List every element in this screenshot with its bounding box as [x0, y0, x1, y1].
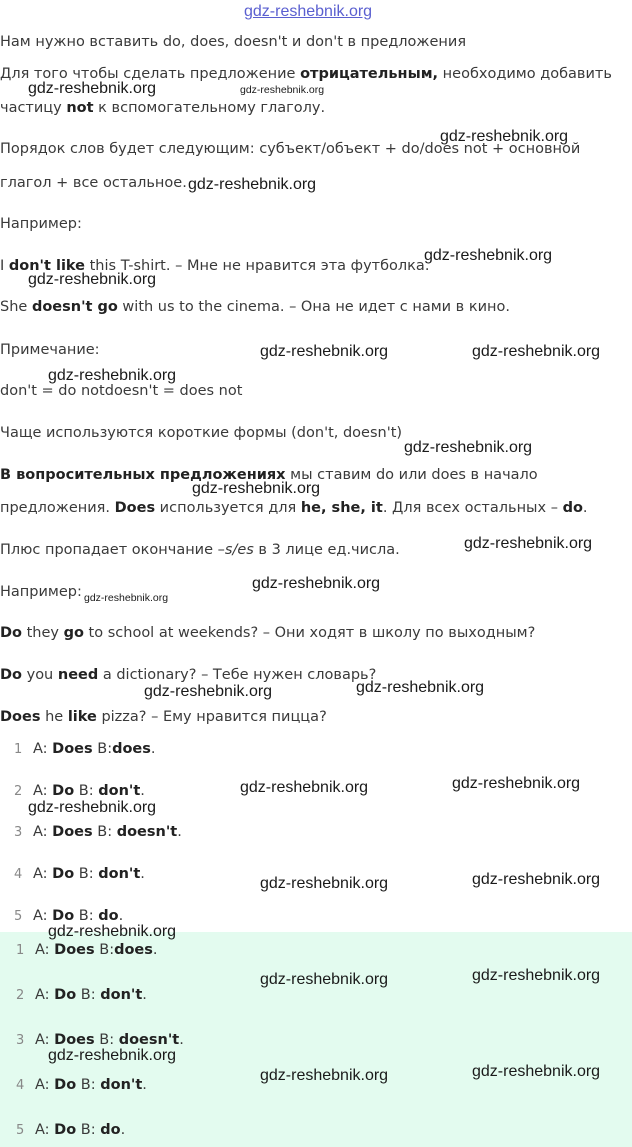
question-rule-line3: Плюс пропадает окончание –s/es в 3 лице ед.числа.	[0, 542, 400, 558]
watermark-text: gdz-reshebnik.org	[28, 799, 157, 816]
watermark-text: gdz-reshebnik.org	[48, 1047, 177, 1064]
question-example-1: Do they go to school at weekends? – Они ходят в школу по выходным?	[0, 625, 536, 641]
watermark-text: gdz-reshebnik.org	[28, 80, 157, 97]
watermark-text: gdz-reshebnik.org	[440, 128, 569, 145]
watermark-text: gdz-reshebnik.org	[472, 871, 601, 888]
answer-item: A: Do B: don't.	[33, 783, 145, 799]
answer-number: 3	[14, 825, 23, 840]
watermark-text: gdz-reshebnik.org	[144, 683, 273, 700]
watermark-text: gdz-reshebnik.org	[252, 575, 381, 592]
answer-number: 4	[16, 1078, 25, 1093]
answer-number: 3	[16, 1033, 25, 1048]
watermark-text: gdz-reshebnik.org	[192, 480, 321, 497]
negative-example-2: She doesn't go with us to the cinema. – Она не идет с нами в кино.	[0, 299, 510, 315]
watermark-text: gdz-reshebnik.org	[404, 439, 533, 456]
answer-item: A: Does B:does.	[33, 741, 156, 757]
question-example-2: Do you need a dictionary? – Тебе нужен словарь?	[0, 667, 377, 683]
intro-text: Нам нужно вставить do, does, doesn't и don't в предложения	[0, 34, 467, 50]
answer-number: 5	[14, 909, 23, 924]
watermark-text: gdz-reshebnik.org	[240, 84, 325, 96]
watermark-text: gdz-reshebnik.org	[472, 1063, 601, 1080]
watermark-text: gdz-reshebnik.org	[472, 967, 601, 984]
answer-number: 5	[16, 1123, 25, 1138]
watermark-text: gdz-reshebnik.org	[84, 592, 169, 604]
question-rule-line1: В вопросительных предложениях мы ставим do или does в начало	[0, 467, 538, 483]
answer-item: A: Does B: doesn't.	[33, 824, 182, 840]
watermark-text: gdz-reshebnik.org	[48, 923, 177, 940]
watermark-text: gdz-reshebnik.org	[260, 1067, 389, 1084]
watermark-text: gdz-reshebnik.org	[472, 343, 601, 360]
negative-rule-line2: частицу not к вспомогательному глаголу.	[0, 100, 326, 116]
example-heading: Например:	[0, 216, 82, 232]
watermark-text: gdz-reshebnik.org	[260, 343, 389, 360]
answer-item: A: Do B: do.	[33, 908, 124, 924]
answer-item: A: Do B: do.	[35, 1122, 126, 1138]
watermark-text: gdz-reshebnik.org	[356, 679, 485, 696]
watermark-text: gdz-reshebnik.org	[188, 176, 317, 193]
watermark-text: gdz-reshebnik.org	[28, 271, 157, 288]
watermark-text: gdz-reshebnik.org	[48, 367, 177, 384]
negative-example-1: I don't like this T-shirt. – Мне не нравится эта футболка.	[0, 258, 430, 274]
note-short-forms: Чаще используются короткие формы (don't, doesn't)	[0, 425, 403, 441]
answer-item: A: Do B: don't.	[35, 987, 147, 1003]
note-contractions: don't = do notdoesn't = does not	[0, 383, 243, 399]
question-example-3: Does he like pizza? – Ему нравится пицца?	[0, 709, 327, 725]
answer-item: A: Do B: don't.	[35, 1077, 147, 1093]
watermark-text: gdz-reshebnik.org	[452, 775, 581, 792]
answer-number: 1	[16, 943, 25, 958]
watermark-text: gdz-reshebnik.org	[424, 247, 553, 264]
watermark-text: gdz-reshebnik.org	[260, 971, 389, 988]
watermark-text: gdz-reshebnik.org	[260, 875, 389, 892]
word-order-line2: глагол + все остальное.	[0, 175, 187, 191]
answer-item: A: Does B: doesn't.	[35, 1032, 184, 1048]
watermark-text: gdz-reshebnik.org	[464, 535, 593, 552]
watermark-text: gdz-reshebnik.org	[240, 779, 369, 796]
note-heading: Примечание:	[0, 342, 100, 358]
question-example-heading: Например:	[0, 584, 82, 600]
answer-number: 2	[14, 784, 23, 799]
answer-item: A: Do B: don't.	[33, 866, 145, 882]
question-rule-line2: предложения. Does используется для he, she, it. Для всех остальных – do.	[0, 500, 588, 516]
watermark-top-link[interactable]: gdz-reshebnik.org	[244, 3, 373, 20]
answer-number: 2	[16, 988, 25, 1003]
word-order-line1: Порядок слов будет следующим: субъект/объект + do/does not + основной	[0, 141, 581, 157]
answer-number: 1	[14, 742, 23, 757]
answer-number: 4	[14, 867, 23, 882]
answer-item: A: Does B:does.	[35, 942, 158, 958]
negative-rule-line1: Для того чтобы сделать предложение отрицательным, необходимо добавить	[0, 66, 612, 82]
